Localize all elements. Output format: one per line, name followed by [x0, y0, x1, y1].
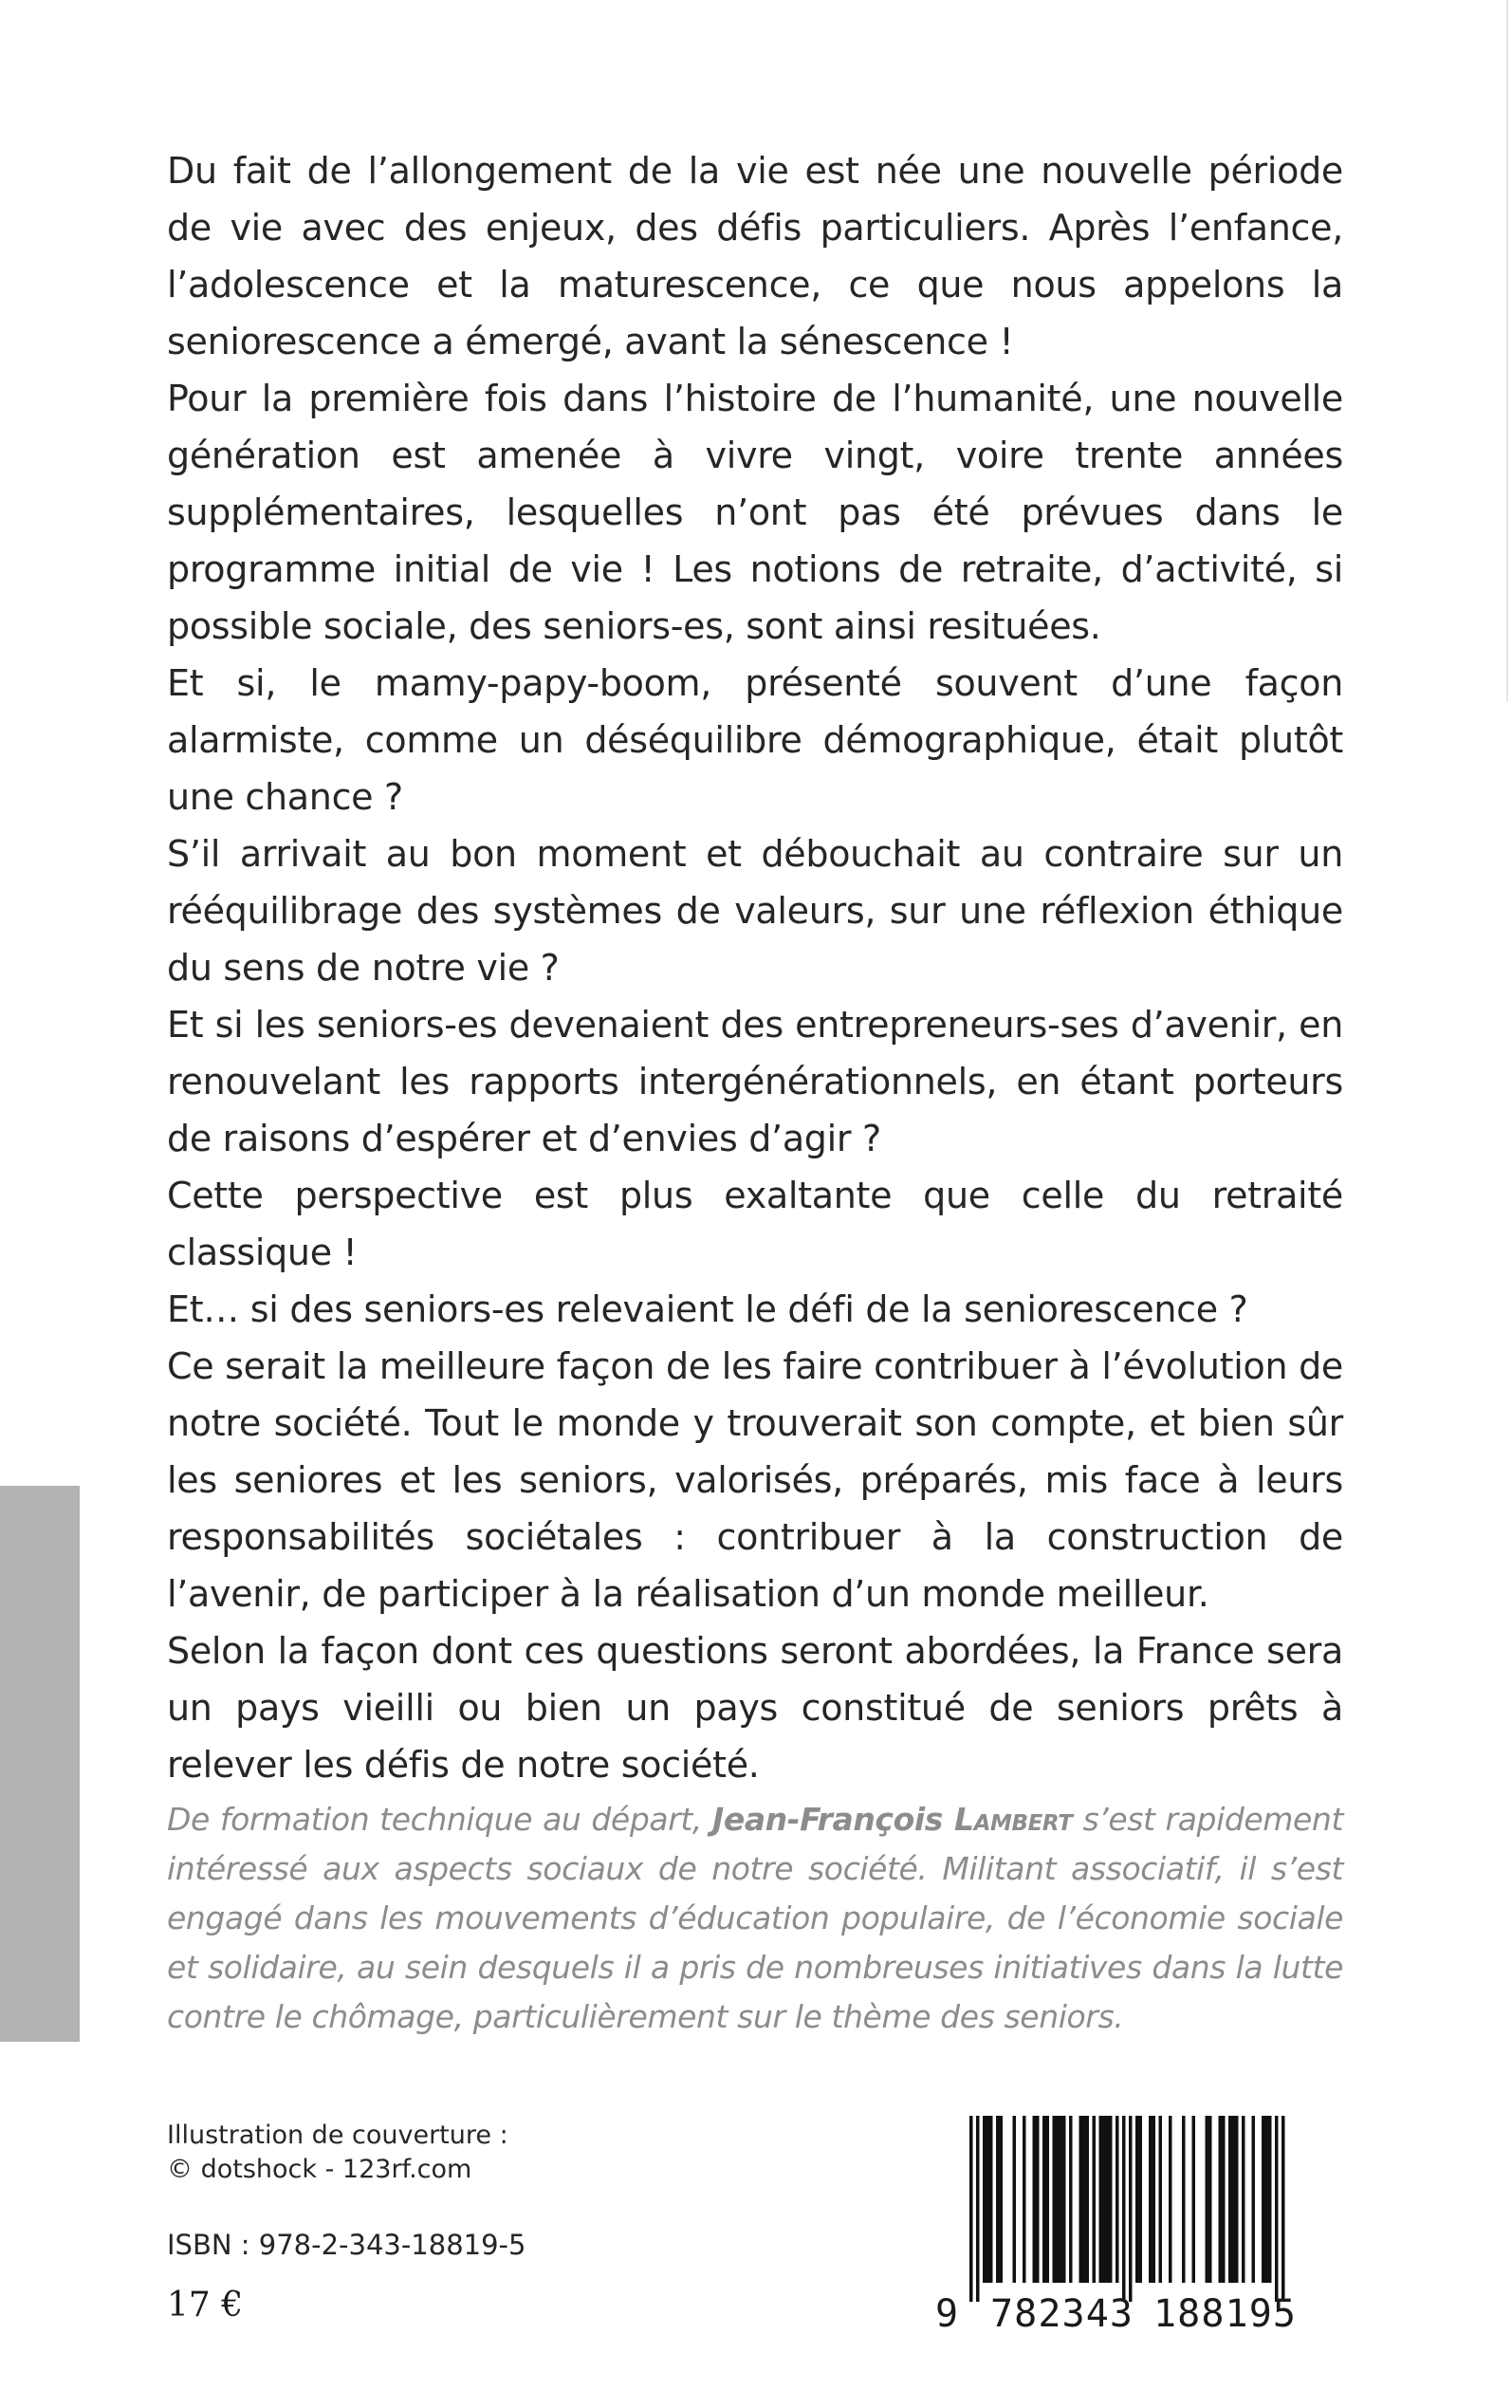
- barcode-bar: [1106, 2116, 1110, 2283]
- bio-body: s’est rapidement intéressé aux aspects sociaux de notre société. Militant associatif, il s’est engagé dans les mouvements d’éducation populaire, de l’économie sociale et solidaire, au sein desquels il a pris de nombreuses initiatives dans la lutte contre le chômage, particulièrement sur le thème des seniors.: [167, 1801, 1343, 2035]
- barcode-guard-bar: [969, 2116, 973, 2302]
- barcode-bar: [1102, 2116, 1106, 2283]
- barcode-bar: [1152, 2116, 1156, 2283]
- barcode-guard-bar: [1282, 2116, 1285, 2302]
- barcode-guard-bar: [1129, 2116, 1133, 2302]
- barcode-bar: [1036, 2116, 1040, 2283]
- blurb-paragraph: S’il arrivait au bon moment et débouchait au contraire sur un rééquilibrage des systèmes de valeurs, sur une réflexion éthique du sens de notre vie ?: [167, 833, 1343, 989]
- blurb-paragraph: Selon la façon dont ces questions seront abordées, la France sera un pays vieilli ou bien un pays constitué de seniors prêts à relever les défis de notre société.: [167, 1630, 1343, 1786]
- barcode-bar: [1079, 2116, 1083, 2283]
- barcode-bar: [1135, 2116, 1139, 2283]
- barcode-bar: [1053, 2116, 1057, 2283]
- barcode-guard-bar: [1275, 2116, 1279, 2302]
- barcode: [928, 2112, 1345, 2336]
- blurb-text: [167, 142, 1343, 1793]
- barcode-bar: [1268, 2116, 1272, 2283]
- barcode-bar: [1042, 2116, 1046, 2283]
- barcode-bar: [1235, 2116, 1239, 2283]
- isbn-label: ISBN : 978-2-343-18819-5: [167, 2229, 526, 2261]
- barcode-bar: [1232, 2116, 1236, 2283]
- blurb-paragraph: Pour la première fois dans l’histoire de l’humanité, une nouvelle génération est amenée à vivre vingt, voire trente années supplémentaires, lesquelles n’ont pas été prévues dans le programme initial de vie ! Les notions de retraite, d’activité, si possible sociale, des seniors-es, sont ainsi resituées.: [167, 378, 1343, 647]
- barcode-bar: [989, 2116, 993, 2283]
- author-first-name: Jean-François: [711, 1801, 954, 1838]
- blurb-paragraph: Ce serait la meilleure façon de les faire contribuer à l’évolution de notre société. Tout le monde y trouverait son compte, et bien sûr les seniores et les seniors, valorisés, préparés, mis face à leurs responsabilités sociétales : contribuer à la construction de l’avenir, de participer à la réalisation d’un monde meilleur.: [167, 1345, 1343, 1615]
- barcode-digits-right: 188195: [1153, 2292, 1296, 2336]
- barcode-bar: [1252, 2116, 1256, 2283]
- credits-label: Illustration de couverture :: [167, 2121, 508, 2150]
- barcode-bar: [1099, 2116, 1103, 2283]
- bio-intro: De formation technique au départ,: [167, 1801, 712, 1838]
- barcode-bar: [1192, 2116, 1196, 2283]
- blurb-paragraph: Cette perspective est plus exaltante que celle du retraité classique !: [167, 1175, 1343, 1273]
- author-name: [712, 1801, 1073, 1838]
- blurb-paragraph: Et si, le mamy-papy-boom, présenté souvent d’une façon alarmiste, comme un déséquilibre démographique, était plutôt une chance ?: [167, 662, 1343, 818]
- barcode-bar: [1149, 2116, 1152, 2283]
- author-bio: [167, 1795, 1343, 2042]
- barcode-bar: [1023, 2116, 1026, 2283]
- barcode-bar: [986, 2116, 990, 2283]
- spine-edge-line: [1506, 0, 1508, 702]
- barcode-bar: [1222, 2116, 1226, 2283]
- barcode-bar: [996, 2116, 1000, 2283]
- barcode-bar: [1219, 2116, 1223, 2283]
- barcode-guard-bar: [976, 2116, 980, 2302]
- barcode-bar: [1206, 2116, 1209, 2283]
- barcode-bar: [1182, 2116, 1186, 2283]
- barcode-bar: [1265, 2116, 1269, 2283]
- cover-credits: [167, 2119, 508, 2187]
- barcode-bar: [1056, 2116, 1060, 2283]
- barcode-bar: [1262, 2116, 1265, 2283]
- price-label: 17 €: [167, 2286, 244, 2325]
- blurb-paragraph: Et… si des seniors-es relevaient le défi de la seniorescence ?: [167, 1288, 1248, 1330]
- decorative-gray-bar: [0, 1486, 80, 2042]
- barcode-bar: [983, 2116, 986, 2283]
- author-last-name: Lambert: [953, 1801, 1073, 1838]
- barcode-bar: [1060, 2116, 1063, 2283]
- blurb-paragraph: Et si les seniors-es devenaient des entrepreneurs-ses d’avenir, en renouvelant les rapports intergénérationnels, en étant porteurs de raisons d’espérer et d’envies d’agir ?: [167, 1004, 1343, 1159]
- barcode-bar: [1116, 2116, 1119, 2283]
- barcode-bar: [1033, 2116, 1037, 2283]
- barcode-bar: [1013, 2116, 1017, 2283]
- barcode-guard-bar: [1122, 2116, 1126, 2302]
- barcode-bar: [1109, 2116, 1113, 2283]
- blurb-paragraph: Du fait de l’allongement de la vie est née une nouvelle période de vie avec des enjeux, des défis particuliers. Après l’enfance, l’adolescence et la maturescence, ce que nous appelons la seniorescence a émergé, avant la sénescence !: [167, 150, 1343, 362]
- barcode-bar: [1046, 2116, 1050, 2283]
- barcode-digits-left: 782343: [990, 2292, 1133, 2336]
- barcode-bar: [1228, 2116, 1232, 2283]
- barcode-bar: [1242, 2116, 1245, 2283]
- barcode-bar: [1093, 2116, 1097, 2283]
- barcode-bar: [1208, 2116, 1212, 2283]
- barcode-bar: [1082, 2116, 1086, 2283]
- barcode-bar: [1069, 2116, 1073, 2283]
- barcode-digit-first: 9: [935, 2292, 959, 2336]
- barcode-bar: [1159, 2116, 1163, 2283]
- barcode-bar: [1062, 2116, 1066, 2283]
- barcode-bar: [1169, 2116, 1172, 2283]
- credits-source: © dotshock - 123rf.com: [167, 2155, 472, 2184]
- barcode-bar: [1000, 2116, 1004, 2283]
- barcode-bar: [1139, 2116, 1143, 2283]
- barcode-bar: [1086, 2116, 1090, 2283]
